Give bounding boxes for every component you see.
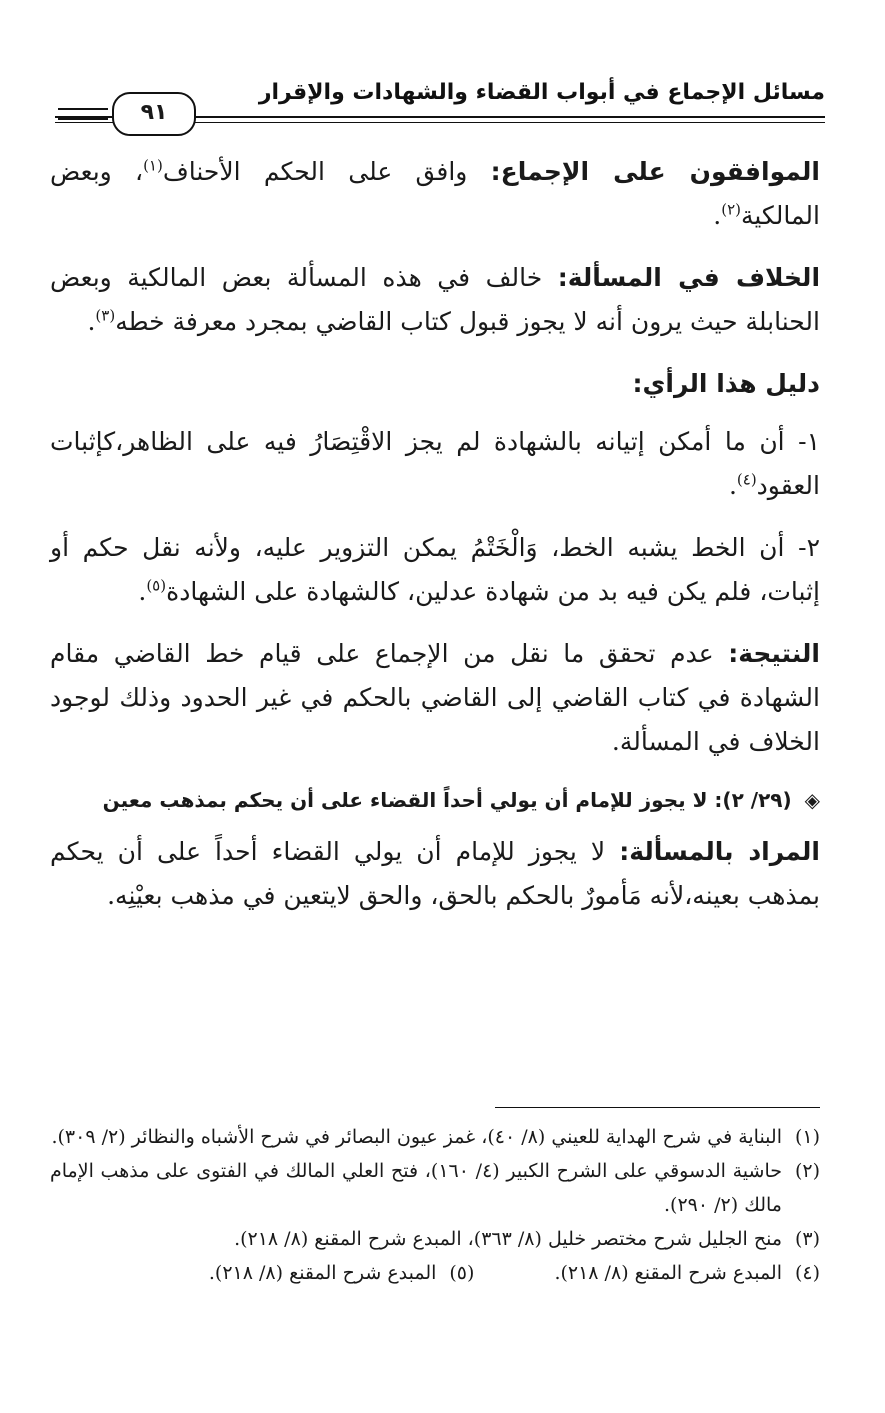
paragraph-evidence-heading	[50, 362, 820, 406]
footnote	[209, 1256, 475, 1290]
paragraph-result	[50, 632, 820, 764]
paragraph-text: لا يجوز للإمام أن يولي القضاء أحداً على أن يحكم بمذهب بعينه،لأنه مَأمورٌ بالحكم بالحق، والحق لايتعين في مذهب بعيْنِه.	[50, 837, 820, 910]
paragraph-text: خالف في هذه المسألة بعض المالكية وبعض الحنابلة حيث يرون أنه لا يجوز قبول كتاب القاضي بمجرد معرفة خطه	[50, 263, 820, 336]
diamond-bullet-icon: ◈	[804, 788, 820, 812]
paragraph-lead: الموافقون على الإجماع:	[490, 157, 820, 186]
footnote-text: منح الجليل شرح مختصر خليل (٨/ ٣٦٣)، المبدع شرح المقنع (٨/ ٢١٨).	[234, 1228, 782, 1250]
footnote-text: المبدع شرح المقنع (٨/ ٢١٨).	[554, 1262, 782, 1284]
paragraph-evidence-2	[50, 526, 820, 614]
footnote-number: (٢)	[794, 1160, 820, 1182]
footnote-ref[interactable]: (٢)	[721, 200, 741, 219]
section-heading: دليل هذا الرأي:	[632, 369, 820, 398]
page-number: ٩١	[112, 92, 196, 136]
footnote-text: حاشية الدسوقي على الشرح الكبير (٤/ ١٦٠)، فتح العلي المالك في الفتوى على مذهب الإمام مالك (٢/ ٢٩٠).	[50, 1160, 782, 1216]
footnote-ref[interactable]: (١)	[143, 156, 163, 175]
paragraph-meaning	[50, 830, 820, 918]
footnote	[50, 1120, 820, 1154]
footnote-text: المبدع شرح المقنع (٨/ ٢١٨).	[208, 1262, 437, 1284]
paragraph-lead: الخلاف في المسألة:	[557, 263, 821, 292]
paragraph-lead: المراد بالمسألة:	[619, 837, 820, 866]
footnote	[50, 1154, 820, 1222]
paragraph-text: ، وبعض المالكية	[50, 157, 820, 230]
running-header: مسائل الإجماع في أبواب القضاء والشهادات والإقرار	[258, 80, 825, 105]
paragraph-end: .	[138, 577, 147, 606]
footnote-separator	[495, 1107, 820, 1108]
paragraph-lead: النتيجة:	[728, 639, 820, 668]
issue-heading-text: (٢٩/ ٢): لا يجوز للإمام أن يولي أحداً القضاء على أن يحكم بمذهب معين	[102, 788, 792, 812]
footnote-number: (١)	[794, 1126, 820, 1148]
footnote-number: (٤)	[794, 1262, 820, 1284]
footnotes	[50, 1120, 820, 1290]
body-text	[50, 150, 820, 936]
paragraph-text: ١- أن ما أمكن إتيانه بالشهادة لم يجز الاقْتِصَارُ فيه على الظاهر،كإثبات العقود	[50, 427, 820, 500]
paragraph-text: ٢- أن الخط يشبه الخط، وَالْخَتْمُ يمكن التزوير عليه، ولأنه نقل حكم أو إثبات، فلم يكن فيه بد من شهادة عدلين، كالشهادة على الشهادة	[50, 533, 820, 606]
issue-heading	[50, 782, 820, 818]
page-number-ornament-lines	[58, 108, 108, 120]
footnote-ref[interactable]: (٥)	[146, 576, 167, 595]
paragraph-end: .	[713, 201, 722, 230]
paragraph-evidence-1	[50, 420, 820, 508]
paragraph-text: عدم تحقق ما نقل من الإجماع على قيام خط القاضي مقام الشهادة في كتاب القاضي إلى القاضي بالحكم في غير الحدود وذلك لوجود الخلاف في المسألة.	[50, 639, 820, 756]
footnote-number: (٣)	[794, 1228, 820, 1250]
footnote-row	[50, 1256, 820, 1290]
footnote-ref[interactable]: (٤)	[736, 470, 757, 489]
footnote-number: (٥)	[449, 1262, 475, 1284]
footnote	[50, 1222, 820, 1256]
footnote	[554, 1256, 820, 1290]
footnote-ref[interactable]: (٣)	[95, 306, 116, 325]
paragraph-end: .	[728, 471, 737, 500]
paragraph-text: وافق على الحكم الأحناف	[162, 157, 468, 186]
paragraph-disagreement	[50, 256, 820, 344]
paragraph-agreeing	[50, 150, 820, 238]
footnote-text: البناية في شرح الهداية للعيني (٨/ ٤٠)، غمز عيون البصائر في شرح الأشباه والنظائر (٢/ ٣٠٩).	[51, 1126, 782, 1148]
paragraph-end: .	[87, 307, 96, 336]
